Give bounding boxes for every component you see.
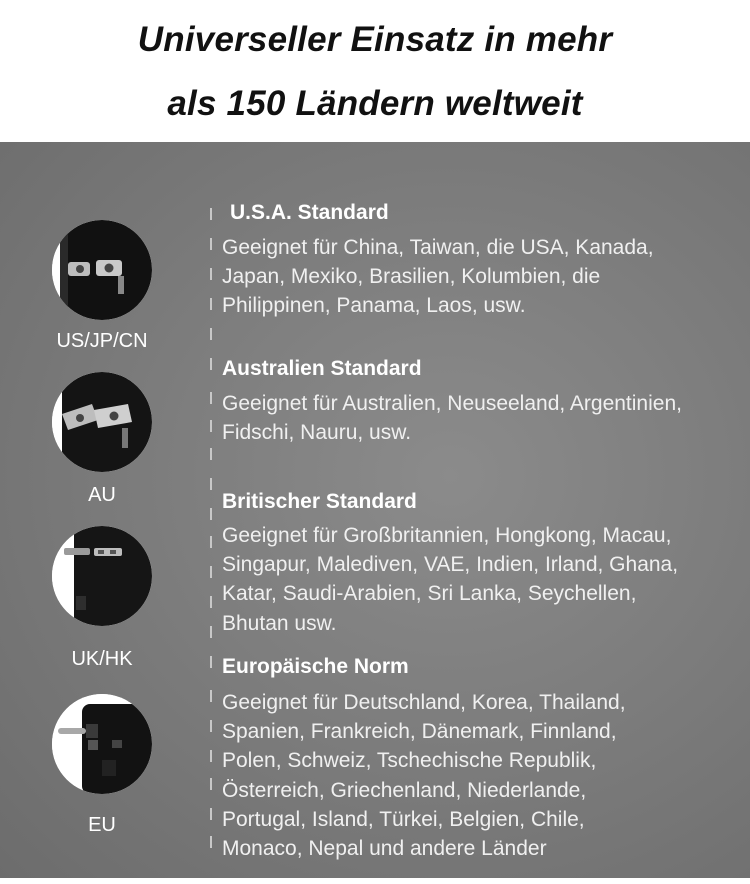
section-line: Geeignet für Deutschland, Korea, Thailand,	[222, 691, 626, 714]
uk-plug-icon	[52, 526, 152, 626]
section-line: Österreich, Griechenland, Niederlande,	[222, 778, 587, 802]
header	[0, 0, 750, 142]
section-line: Polen, Schweiz, Tschechische Republik,	[222, 749, 597, 773]
divider-segment	[210, 720, 212, 732]
section-line: Geeignet für Australien, Neuseeland, Argentinien,	[222, 392, 682, 415]
section-body-usa	[222, 233, 750, 321]
divider-segment	[210, 508, 212, 520]
section-body-european	[222, 688, 750, 863]
section-body-british	[222, 521, 750, 638]
section-body-australia	[222, 389, 750, 447]
divider-segment	[210, 208, 212, 220]
divider-segment	[210, 448, 212, 460]
au-plug-icon	[52, 372, 152, 472]
plug-label-us: US/JP/CN	[56, 330, 148, 352]
plug-label-uk: UK/HK	[71, 648, 133, 670]
divider-segment	[210, 750, 212, 762]
divider-segment	[210, 328, 212, 340]
section-title-usa: U.S.A. Standard	[230, 201, 389, 224]
section-title-european: Europäische Norm	[222, 655, 409, 678]
divider-segment	[210, 536, 212, 548]
title-line-2: als 150 Ländern weltweit	[167, 84, 583, 123]
divider-segment	[210, 566, 212, 578]
bottom-strip	[0, 878, 750, 884]
section-title-australia: Australien Standard	[222, 357, 422, 380]
section-line: Bhutan usw.	[222, 611, 337, 635]
divider-segment	[210, 392, 212, 404]
section-title-british: Britischer Standard	[222, 490, 417, 513]
title-line-1: Universeller Einsatz in mehr	[137, 20, 613, 59]
us-plug-icon	[52, 220, 152, 320]
section-line: Philippinen, Panama, Laos, usw.	[222, 294, 526, 318]
section-line: Portugal, Island, Türkei, Belgien, Chile,	[222, 807, 585, 831]
plug-label-au: AU	[88, 484, 116, 506]
section-line: Monaco, Nepal und andere Länder	[222, 837, 547, 861]
section-line: Spanien, Frankreich, Dänemark, Finnland,	[222, 720, 617, 744]
plug-label-eu: EU	[88, 814, 116, 836]
divider-segment	[210, 268, 212, 280]
divider-segment	[210, 690, 212, 702]
divider-segment	[210, 778, 212, 790]
divider-segment	[210, 238, 212, 250]
divider-segment	[210, 626, 212, 638]
divider-segment	[210, 478, 212, 490]
divider-segment	[210, 596, 212, 608]
divider-segment	[210, 656, 212, 668]
divider-segment	[210, 808, 212, 820]
section-line: Fidschi, Nauru, usw.	[222, 421, 412, 445]
section-line: Singapur, Malediven, VAE, Indien, Irland, Ghana,	[222, 553, 679, 577]
divider-segment	[210, 420, 212, 432]
eu-plug-icon	[52, 694, 152, 794]
section-line: Japan, Mexiko, Brasilien, Kolumbien, die	[222, 265, 601, 289]
section-line: Geeignet für Großbritannien, Hongkong, Macau,	[222, 524, 672, 547]
divider-segment	[210, 358, 212, 370]
divider-segment	[210, 298, 212, 310]
section-line: Katar, Saudi-Arabien, Sri Lanka, Seychellen,	[222, 582, 637, 606]
section-line: Geeignet für China, Taiwan, die USA, Kanada,	[222, 236, 654, 259]
divider-segment	[210, 836, 212, 848]
